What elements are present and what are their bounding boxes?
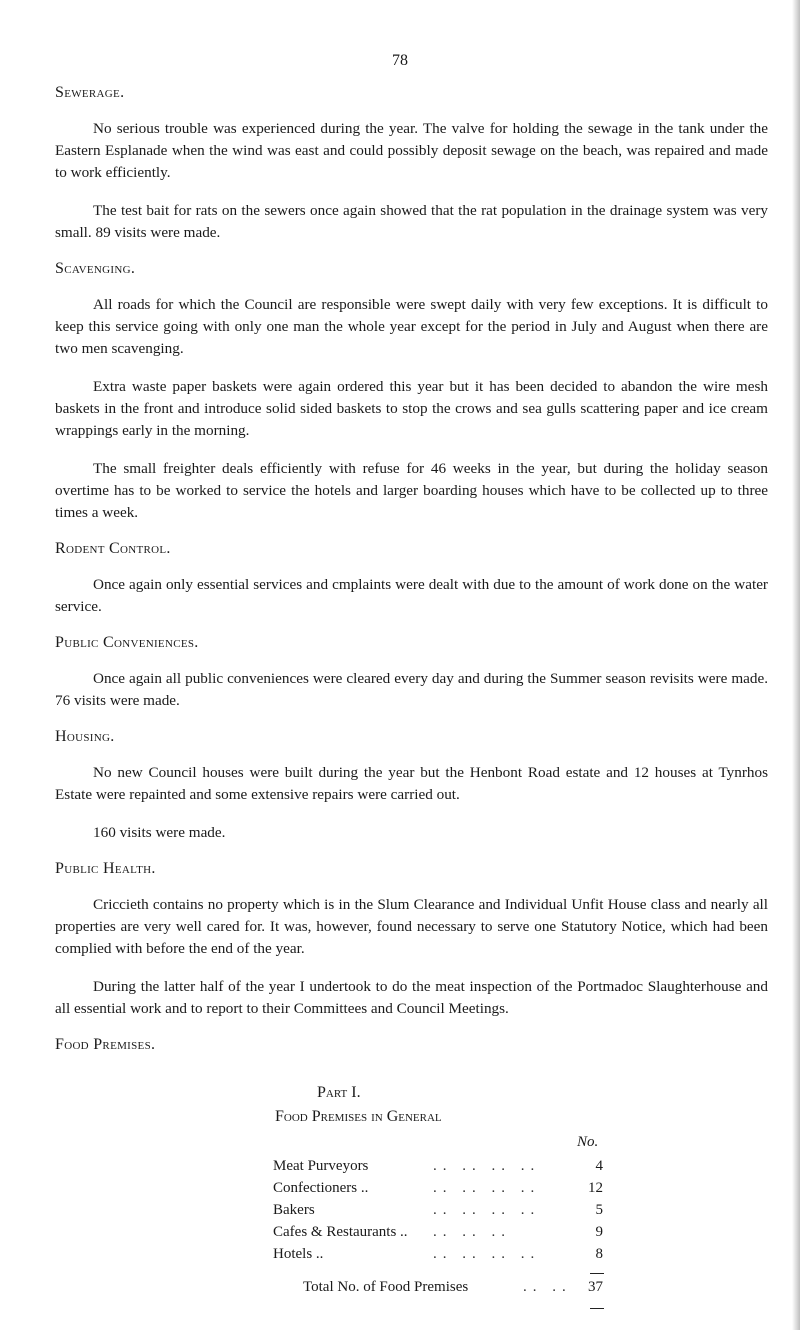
section-food-premises: [55, 1036, 768, 1295]
leader-dots: .. ..: [523, 1279, 572, 1295]
section-scavenging: [55, 260, 768, 524]
row-value: 9: [595, 1224, 603, 1240]
document-body: [55, 84, 768, 1295]
paragraph: 160 visits were made.: [93, 824, 226, 841]
table-row: [273, 1224, 603, 1246]
section-heading: Sewerage.: [55, 84, 125, 101]
total-rule-below: [590, 1308, 604, 1309]
row-value: 8: [595, 1246, 603, 1262]
section-heading: Rodent Control.: [55, 540, 171, 557]
section-heading: Housing.: [55, 728, 115, 745]
food-premises-table: [55, 1070, 768, 1295]
paragraph: The test bait for rats on the sewers once again showed that the rat population in the drainage system was very small. 89 visits were made.: [55, 202, 768, 241]
row-value: 12: [588, 1180, 603, 1196]
section-heading: Public Health.: [55, 860, 156, 877]
row-label: Bakers: [273, 1202, 315, 1218]
row-value: 5: [595, 1202, 603, 1218]
paragraph: Extra waste paper baskets were again ordered this year but it has been decided to abandon the wire mesh baskets in the front and introduce solid sided baskets to stop the crows and sea gulls scattering paper and ice cream wrappings early in the morning.: [55, 378, 768, 439]
table-row: [273, 1202, 603, 1224]
table-row: [273, 1246, 603, 1268]
leader-dots: .. .. .. ..: [433, 1202, 541, 1218]
row-value: 4: [595, 1158, 603, 1174]
total-rule-above: [590, 1273, 604, 1274]
leader-dots: .. .. .. ..: [433, 1158, 541, 1174]
table-title: Food Premises in General: [275, 1108, 442, 1125]
row-label: Meat Purveyors: [273, 1158, 369, 1174]
section-heading: Food Premises.: [55, 1036, 156, 1053]
paragraph: No new Council houses were built during the year but the Henbont Road estate and 12 houses at Tynrhos Estate were repainted and some extensive repairs were carried out.: [55, 764, 768, 803]
table-rows: [273, 1158, 603, 1268]
paragraph: Once again all public conveniences were cleared every day and during the Summer season revisits were made. 76 visits were made.: [55, 670, 768, 709]
section-heading: Scavenging.: [55, 260, 136, 277]
leader-dots: .. .. .. ..: [433, 1246, 541, 1262]
column-header: No.: [577, 1134, 599, 1150]
page-number: 78: [392, 52, 408, 69]
paragraph: All roads for which the Council are responsible were swept daily with very few exceptions. It is difficult to keep this service going with only one man the whole year except for the period in July and August when there are two men scavenging.: [55, 296, 768, 357]
leader-dots: .. .. .. ..: [433, 1180, 541, 1196]
section-housing: [55, 728, 768, 844]
paragraph: Once again only essential services and cmplaints were dealt with due to the amount of work done on the water service.: [55, 576, 768, 615]
table-row: [273, 1158, 603, 1180]
row-label: Cafes & Restaurants ..: [273, 1224, 408, 1240]
section-heading: Public Conveniences.: [55, 634, 199, 651]
row-label: Hotels ..: [273, 1246, 324, 1262]
section-sewerage: [55, 84, 768, 244]
total-row: [303, 1279, 603, 1301]
total-value: 37: [588, 1279, 603, 1295]
paragraph: Criccieth contains no property which is in the Slum Clearance and Individual Unfit House class and nearly all properties are very well cared for. It was, however, found necessary to serve one Statutory Notice, which had been complied with before the end of the year.: [55, 896, 768, 957]
page-edge-shadow: [792, 0, 800, 1330]
total-label: Total No. of Food Premises: [303, 1279, 469, 1295]
paragraph: No serious trouble was experienced during the year. The valve for holding the sewage in the tank under the Eastern Esplanade when the wind was east and could possibly deposit sewage on the beach, was repaired and made to work efficiently.: [55, 120, 768, 181]
section-public-conveniences: [55, 634, 768, 712]
row-label: Confectioners ..: [273, 1180, 369, 1196]
table-part-title: Part I.: [317, 1084, 361, 1101]
paragraph: The small freighter deals efficiently with refuse for 46 weeks in the year, but during the holiday season overtime has to be worked to service the hotels and larger boarding houses which have to be collected up to three times a week.: [55, 460, 768, 521]
section-rodent-control: [55, 540, 768, 618]
section-public-health: [55, 860, 768, 1020]
table-row: [273, 1180, 603, 1202]
leader-dots: .. .. ..: [433, 1224, 511, 1240]
paragraph: During the latter half of the year I undertook to do the meat inspection of the Portmadoc Slaughterhouse and all essential work and to report to their Committees and Council Meetings.: [55, 978, 768, 1017]
